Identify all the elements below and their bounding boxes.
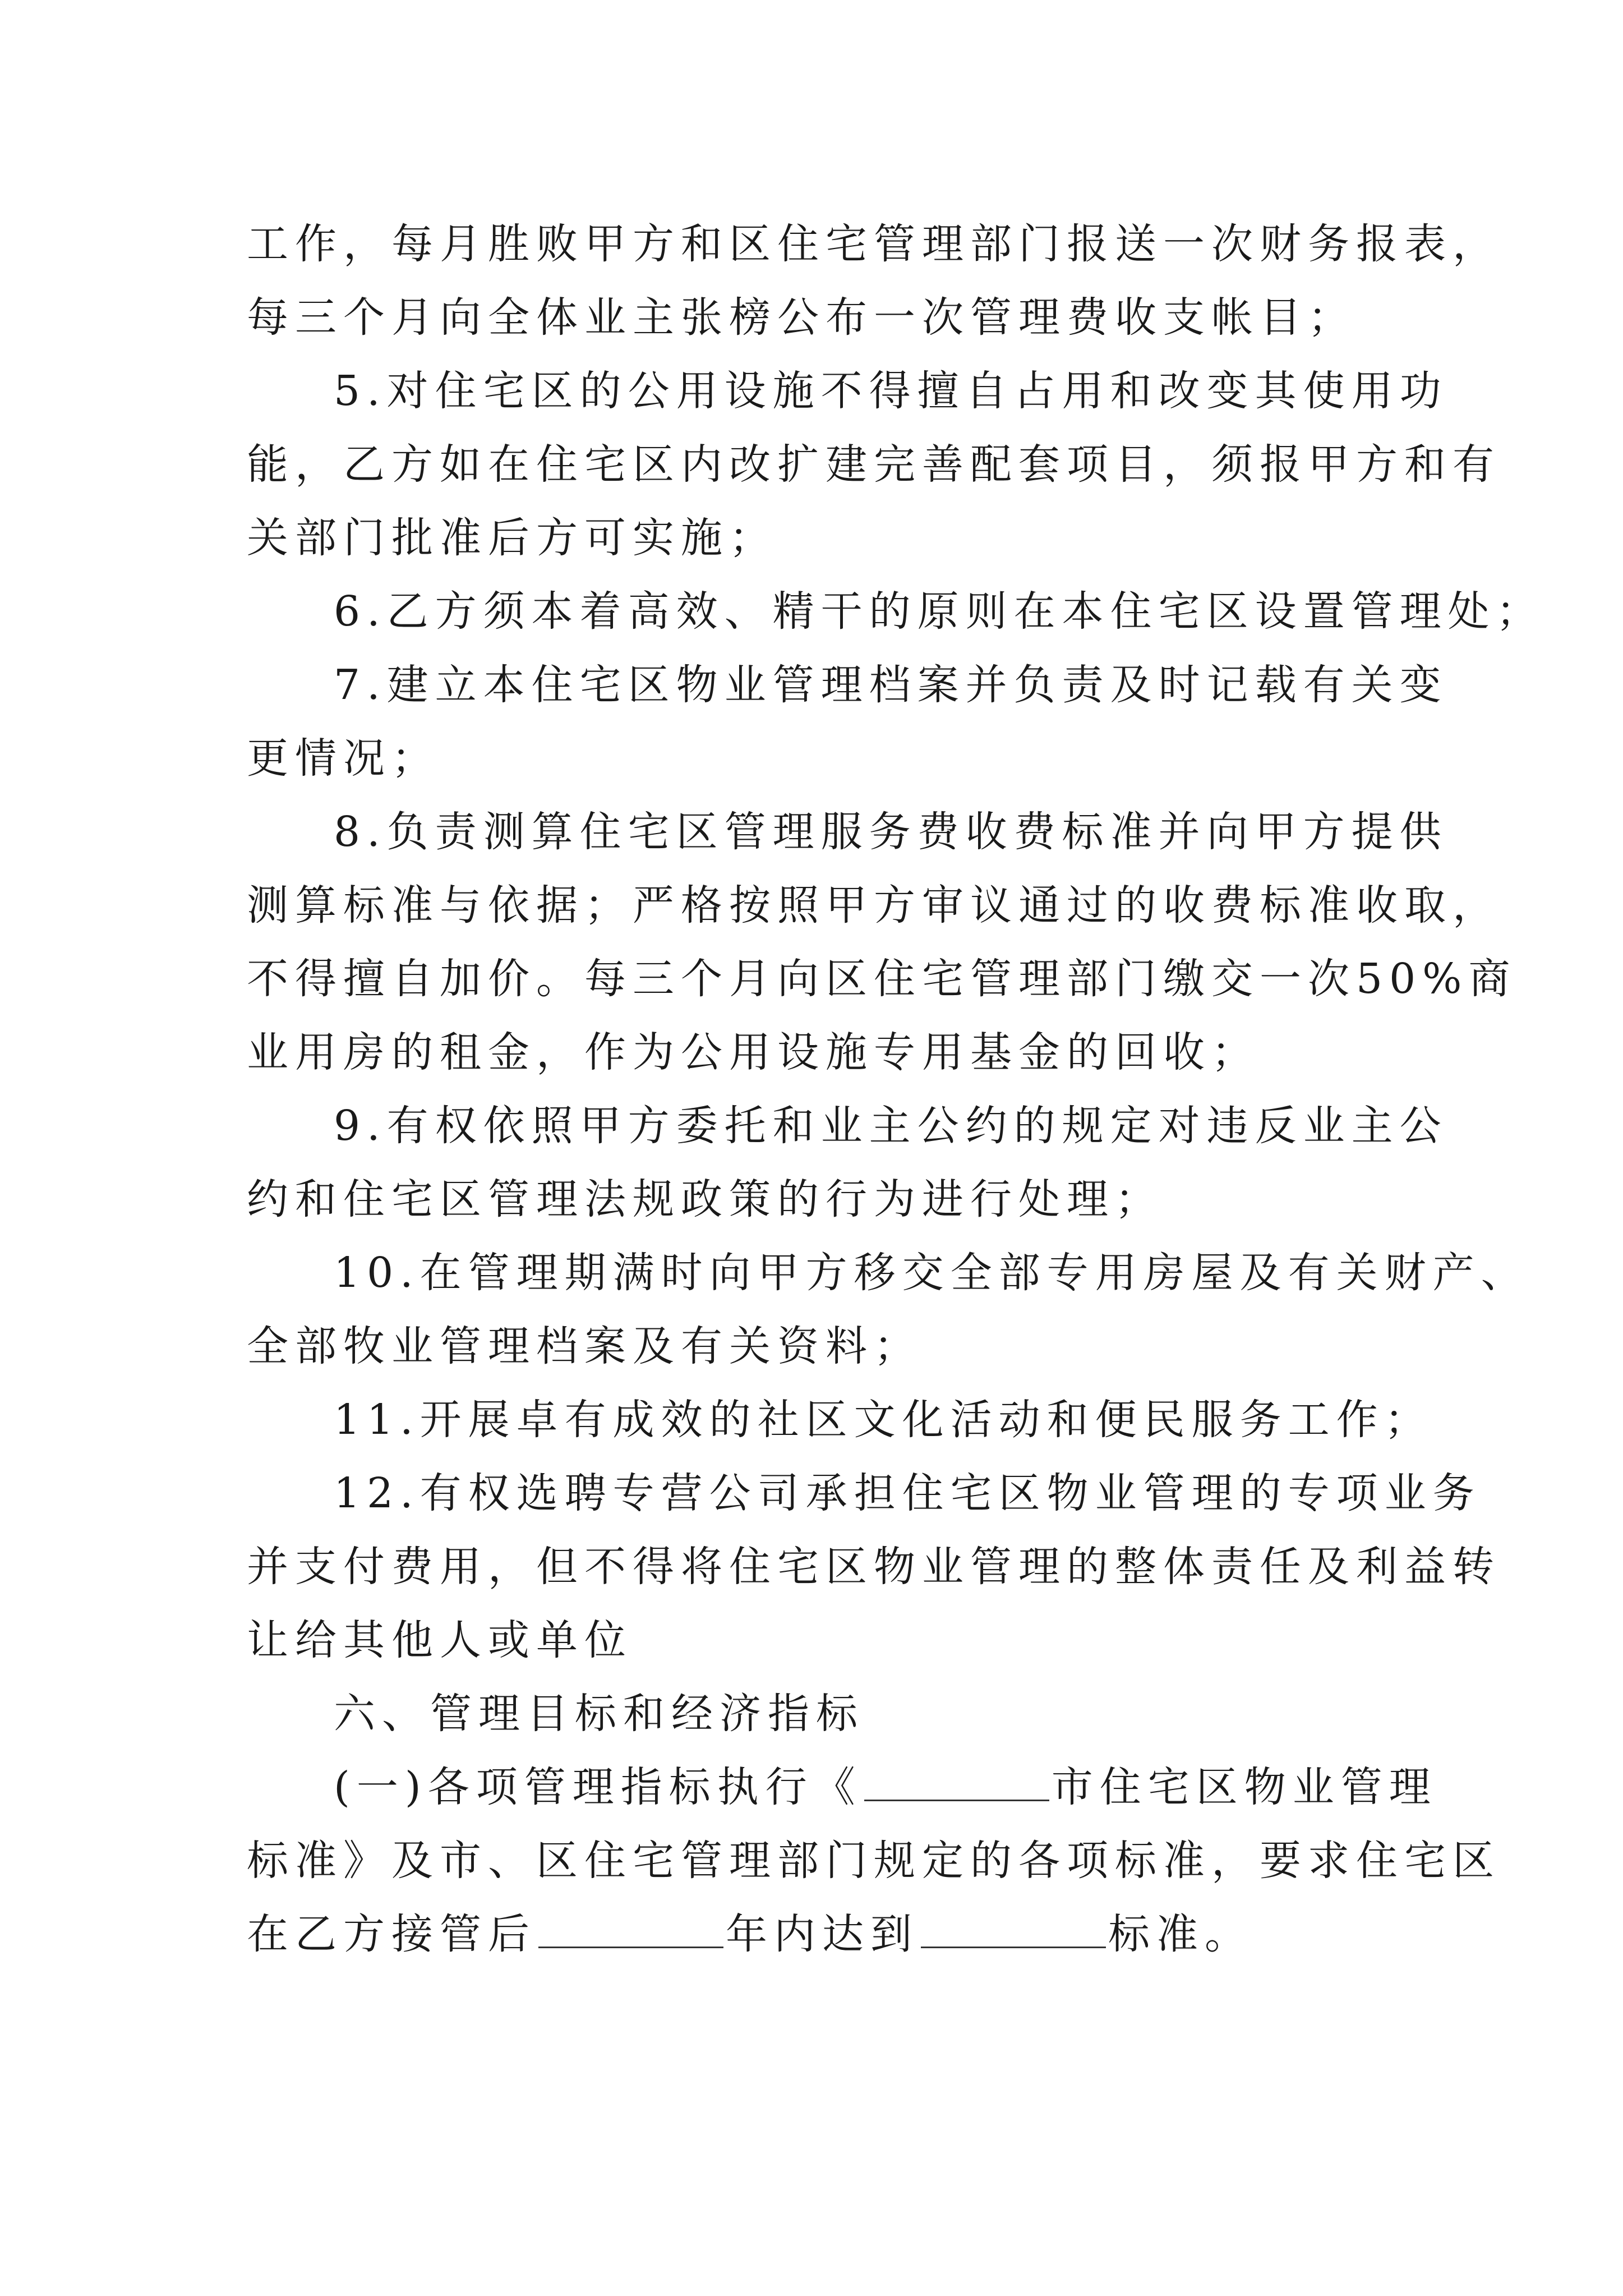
text-line: 5.对住宅区的公用设施不得擅自占用和改变其使用功 [334, 367, 1448, 415]
text-line: 标准》及市、区住宅管理部门规定的各项标准，要求住宅区 [247, 1837, 1501, 1885]
text-line: 6.乙方须本着高效、精干的原则在本住宅区设置管理处； [334, 587, 1544, 636]
text-line: 工作，每月胜败甲方和区住宅管理部门报送一次财务报表， [247, 220, 1501, 268]
text-line-with-blank [247, 1751, 1437, 1824]
text-line: 8.负责测算住宅区管理服务费收费标准并向甲方提供 [334, 808, 1448, 856]
fill-blank-standard[interactable] [921, 1913, 1106, 1948]
text-line: 不得擅自加价。每三个月向区住宅管理部门缴交一次50%商 [247, 955, 1517, 1003]
text-line: 10.在管理期满时向甲方移交全部专用房屋及有关财产、 [334, 1249, 1529, 1297]
item1-line3-a: 在乙方接管后 [247, 1910, 536, 1958]
text-line: 关部门批准后方可实施； [247, 514, 777, 562]
text-line: 约和住宅区管理法规政策的行为进行处理； [247, 1175, 1163, 1223]
item1-line3-b: 年内达到 [726, 1910, 919, 1958]
item1-suffix: 市住宅区物业管理 [1051, 1763, 1437, 1811]
text-line: 每三个月向全体业主张榜公布一次管理费收支帐目； [247, 293, 1356, 342]
text-line: 并支付费用，但不得将住宅区物业管理的整体责任及利益转 [247, 1543, 1501, 1591]
fill-blank-city[interactable] [864, 1766, 1049, 1801]
text-line: 能，乙方如在住宅区内改扩建完善配套项目，须报甲方和有 [247, 440, 1501, 489]
text-line: 9.有权依照甲方委托和业主公约的规定对违反业主公 [334, 1102, 1448, 1150]
item1-prefix: (一)各项管理指标执行《 [334, 1763, 862, 1811]
item1-line3-c: 标准。 [1108, 1910, 1253, 1958]
fill-blank-years[interactable] [538, 1913, 723, 1948]
text-line: 12.有权选聘专营公司承担住宅区物业管理的专项业务 [334, 1469, 1481, 1517]
text-line-with-blanks [247, 1898, 1391, 1971]
text-line: 11.开展卓有成效的社区文化活动和便民服务工作； [334, 1396, 1433, 1444]
text-line: 业用房的租金，作为公用设施专用基金的回收； [247, 1028, 1260, 1076]
text-line: 测算标准与依据；严格按照甲方审议通过的收费标准收取， [247, 881, 1501, 930]
text-line: 7.建立本住宅区物业管理档案并负责及时记载有关变 [334, 661, 1448, 709]
document-page [247, 208, 1544, 1971]
text-line: 全部牧业管理档案及有关资料； [247, 1322, 922, 1370]
section-heading: 六、管理目标和经济指标 [334, 1690, 864, 1738]
text-line: 更情况； [247, 734, 440, 783]
text-line: 让给其他人或单位 [247, 1616, 633, 1664]
